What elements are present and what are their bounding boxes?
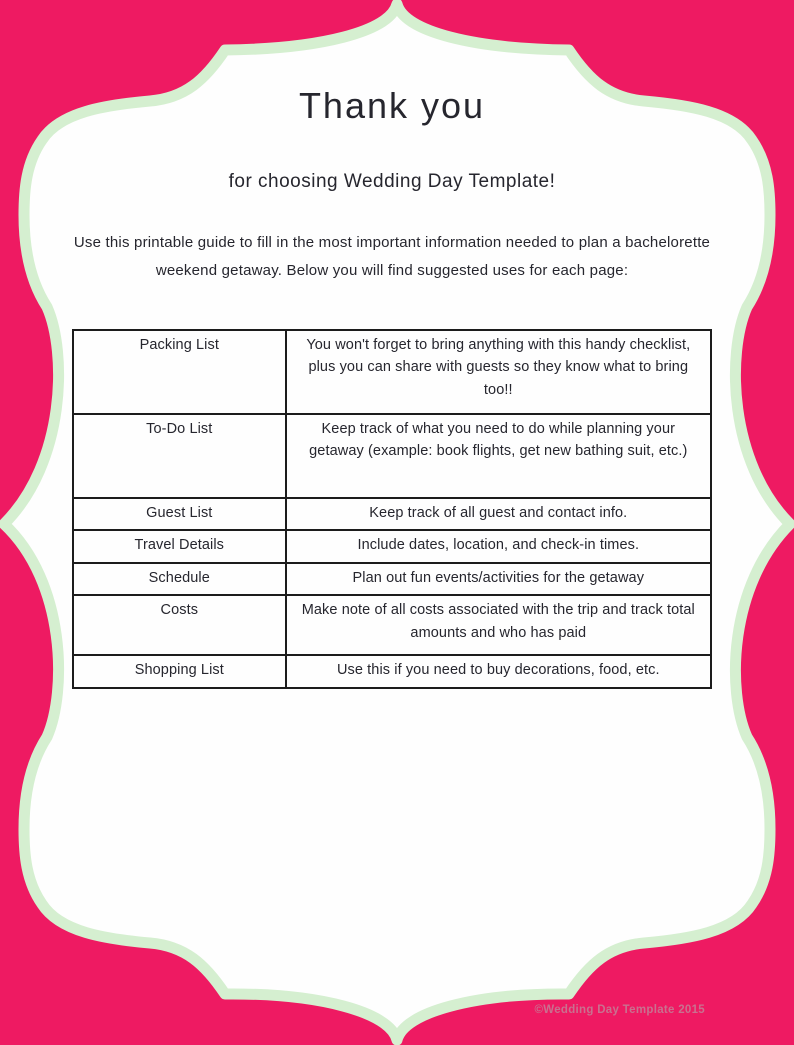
table-row bbox=[73, 330, 711, 414]
row-description: Plan out fun events/activities for the getaway bbox=[286, 563, 711, 595]
row-label: Shopping List bbox=[73, 655, 286, 687]
row-label: Travel Details bbox=[73, 530, 286, 562]
row-description: You won't forget to bring anything with this handy checklist, plus you can share with guests so they know what to bring too!! bbox=[286, 330, 711, 414]
row-label: Schedule bbox=[73, 563, 286, 595]
uses-table-body bbox=[73, 330, 711, 688]
row-label: Costs bbox=[73, 595, 286, 655]
table-row bbox=[73, 530, 711, 562]
copyright-text: ©Wedding Day Template 2015 bbox=[534, 1004, 705, 1016]
row-description: Make note of all costs associated with the trip and track total amounts and who has paid bbox=[286, 595, 711, 655]
table-row bbox=[73, 563, 711, 595]
content-area bbox=[72, 0, 712, 689]
table-row bbox=[73, 498, 711, 530]
row-label: Guest List bbox=[73, 498, 286, 530]
suggested-uses-table bbox=[72, 329, 712, 689]
row-label: Packing List bbox=[73, 330, 286, 414]
intro-paragraph: Use this printable guide to fill in the most important information needed to plan a bachelorette weekend getaway. Below you will find suggested uses for each page: bbox=[73, 234, 711, 279]
table-row bbox=[73, 655, 711, 687]
table-row bbox=[73, 414, 711, 498]
row-description: Keep track of all guest and contact info. bbox=[286, 498, 711, 530]
table-row bbox=[73, 595, 711, 655]
page-subtitle: for choosing Wedding Day Template! bbox=[228, 171, 556, 193]
row-description: Include dates, location, and check-in times. bbox=[286, 530, 711, 562]
row-description: Keep track of what you need to do while planning your getaway (example: book flights, get new bathing suit, etc.) bbox=[286, 414, 711, 498]
row-description: Use this if you need to buy decorations, food, etc. bbox=[286, 655, 711, 687]
page-title: Thank you bbox=[298, 85, 486, 126]
row-label: To-Do List bbox=[73, 414, 286, 498]
